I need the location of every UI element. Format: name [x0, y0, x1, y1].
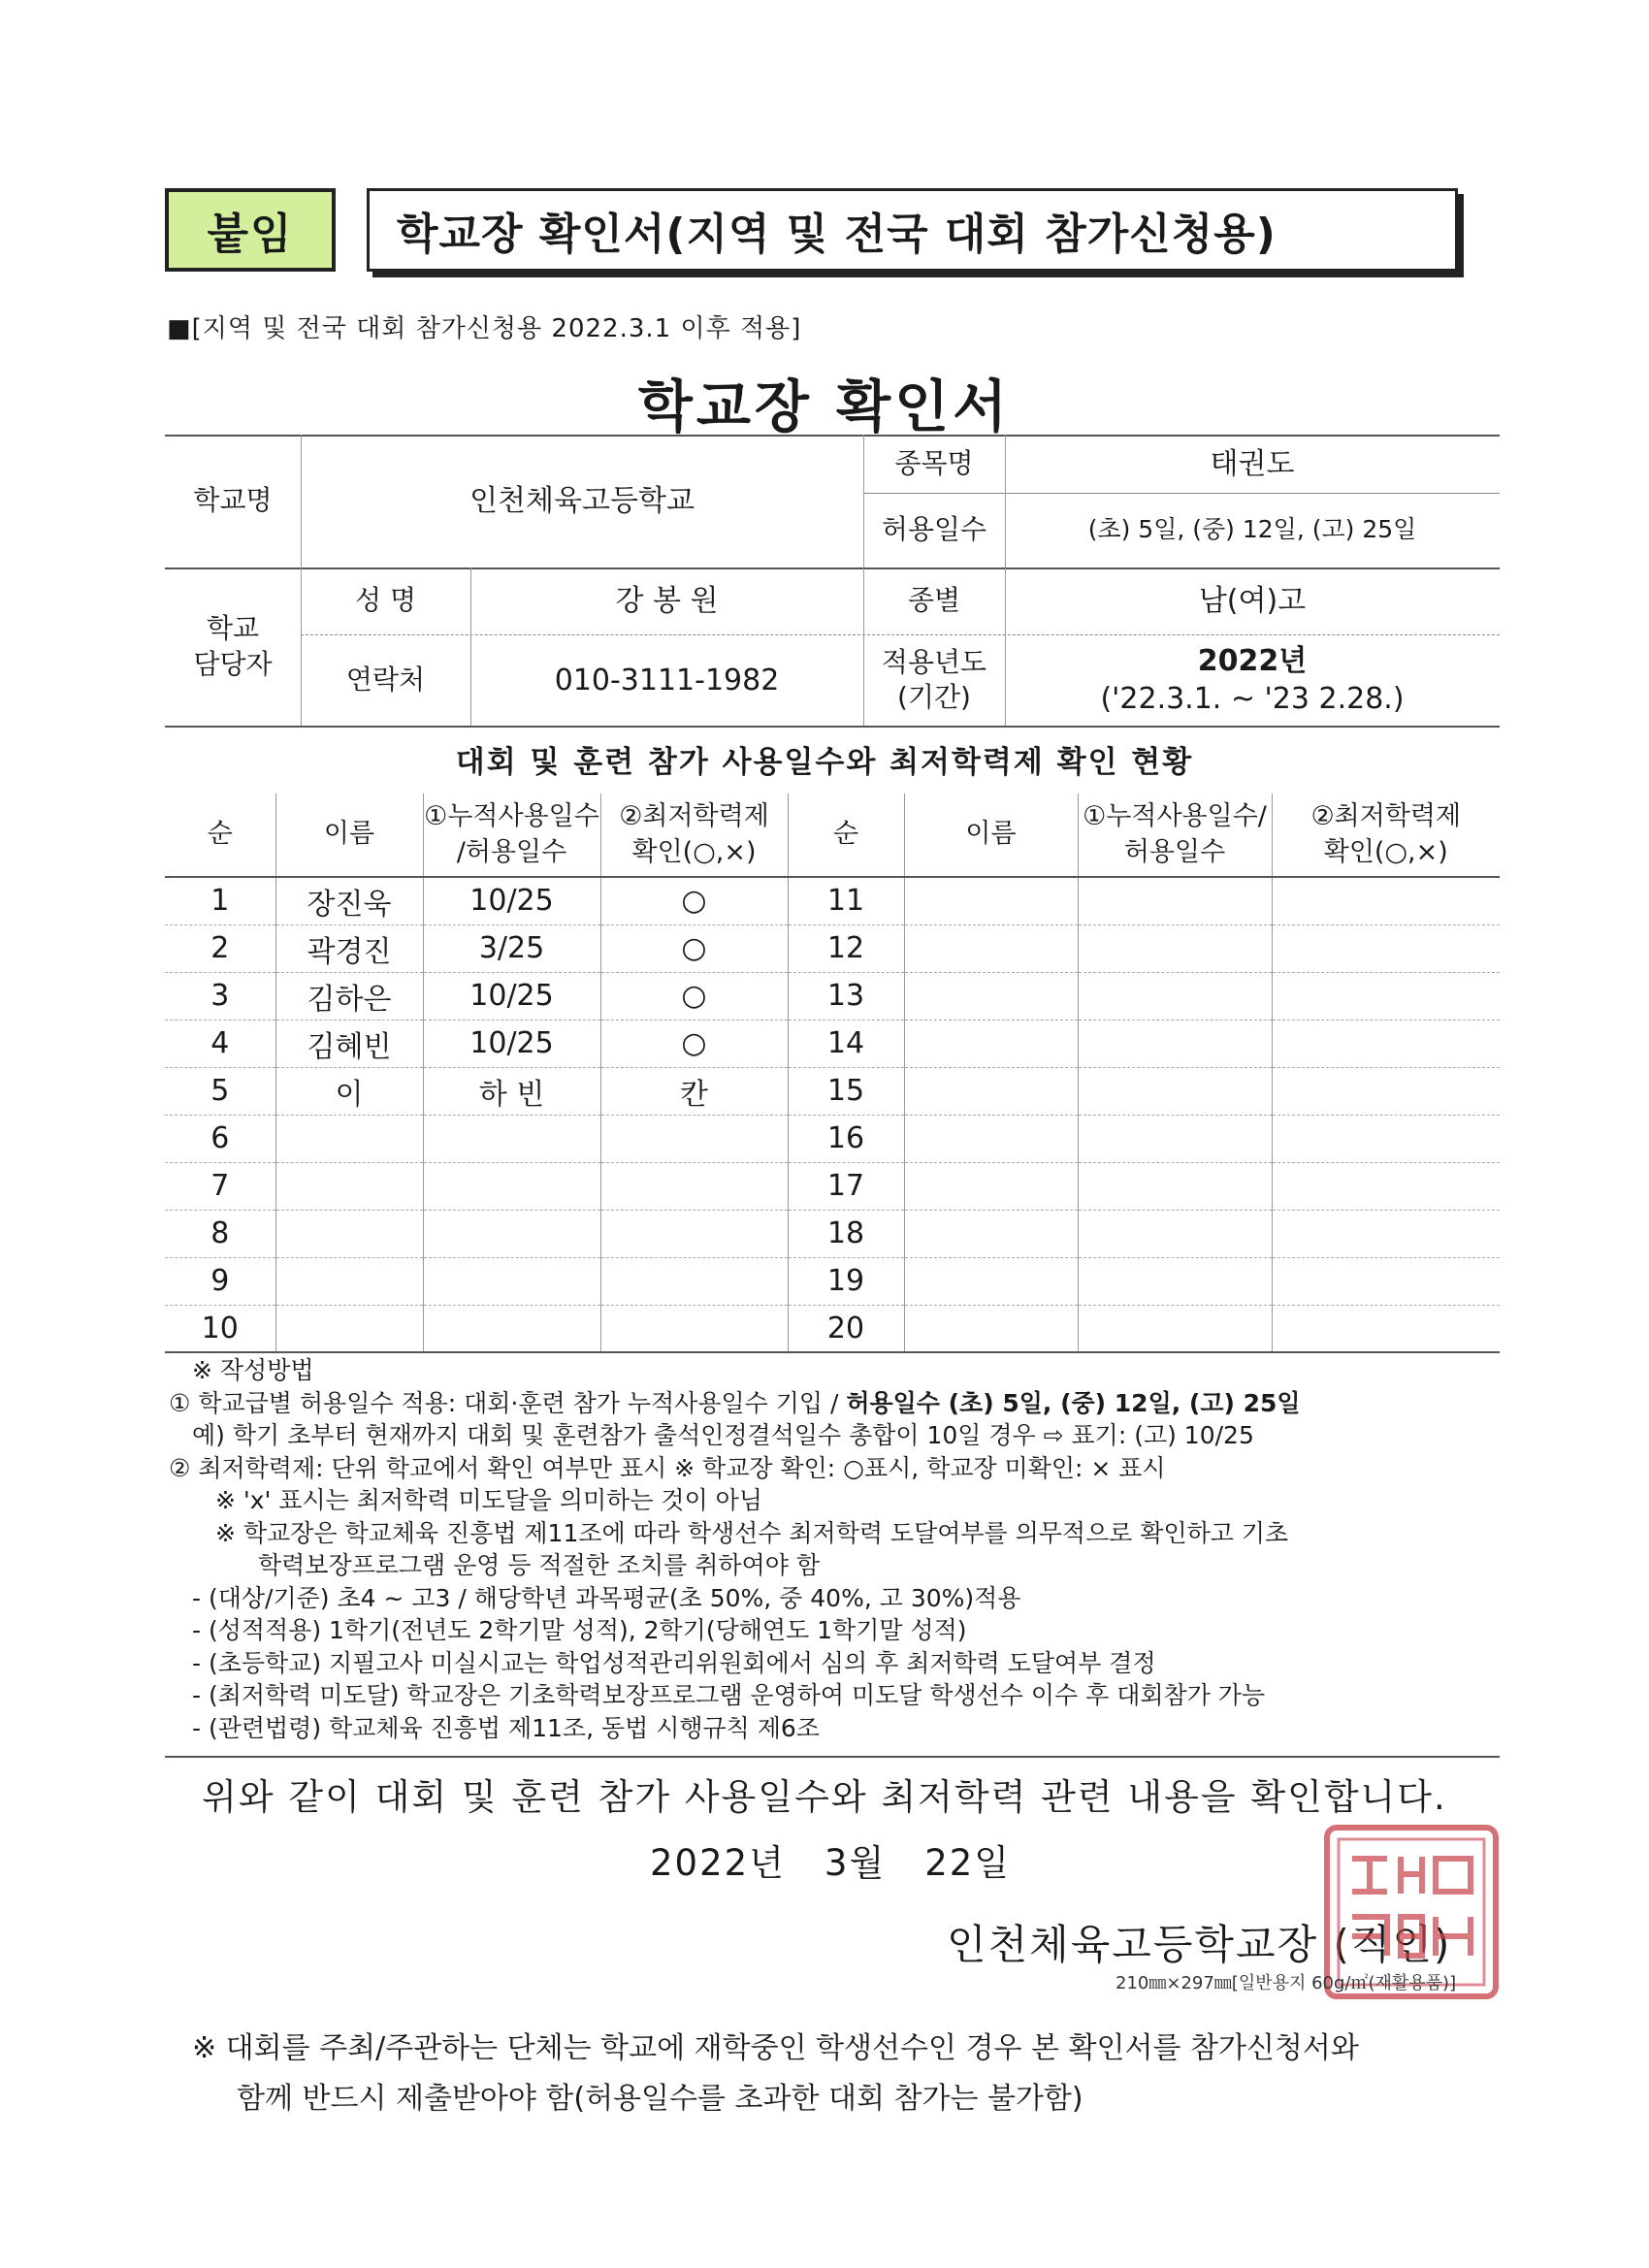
- manager-label-line1: 학교: [206, 612, 260, 645]
- date-year: 2022년: [650, 1842, 786, 1884]
- row-name-right: [904, 1115, 1078, 1162]
- school-name-value: 인천체육고등학교: [469, 484, 695, 518]
- note-2: ② 최저학력제: 단위 학교에서 확인 여부만 표시 ※ 학교장 확인: ○표시, 학교장 미확인: × 표시: [169, 1453, 1166, 1482]
- row-no-right: 14: [788, 1020, 904, 1067]
- contact-value: 010-3111-1982: [554, 663, 780, 697]
- year-label-line2: (기간): [897, 681, 971, 713]
- contact-label: 연락처: [345, 663, 426, 696]
- row-min: [600, 1210, 788, 1257]
- row-min: [600, 1305, 788, 1352]
- manager-label-line2: 담당자: [193, 647, 273, 680]
- row-days-right: [1078, 1020, 1272, 1067]
- instructions: [169, 1354, 1507, 1744]
- note-law: - (관련법령) 학교체육 진흥법 제11조, 동법 시행규칙 제6조: [192, 1713, 820, 1742]
- row-days: 10/25: [423, 877, 600, 924]
- row-name: 이: [275, 1067, 423, 1115]
- row-no-right: 11: [788, 877, 904, 924]
- row-min-right: [1272, 924, 1500, 972]
- header-days-right-line1: ①누적사용일수/: [1083, 801, 1267, 832]
- row-no: 8: [165, 1210, 275, 1257]
- date-day: 22일: [924, 1842, 1012, 1884]
- header-min-right: [1272, 794, 1500, 877]
- row-no: 7: [165, 1162, 275, 1210]
- row-no: 10: [165, 1305, 275, 1352]
- table-row: [165, 1115, 1500, 1162]
- gender-value: 남(여)고: [1198, 584, 1307, 618]
- row-no-right: 17: [788, 1162, 904, 1210]
- row-days: 10/25: [423, 972, 600, 1020]
- row-days-right: [1078, 1162, 1272, 1210]
- row-min-right: [1272, 1162, 1500, 1210]
- year-value: [1005, 634, 1500, 726]
- row-name: [275, 1257, 423, 1305]
- year-value-period: ('22.3.1. ~ '23 2.28.): [1100, 682, 1405, 716]
- section-title: 대회 및 훈련 참가 사용일수와 최저학력제 확인 현황: [455, 745, 1194, 780]
- row-name: [275, 1305, 423, 1352]
- table-row: [165, 972, 1500, 1020]
- header-min-right-line1: ②최저학력제: [1310, 801, 1462, 832]
- row-days: [423, 1115, 600, 1162]
- row-no-right: 16: [788, 1115, 904, 1162]
- paper-size: 210㎜×297㎜[일반용지 60g/㎡(재활용품)]: [1116, 1973, 1457, 1993]
- row-name-right: [904, 1305, 1078, 1352]
- row-days-right: [1078, 1257, 1272, 1305]
- row-name-right: [904, 877, 1078, 924]
- row-days: 10/25: [423, 1020, 600, 1067]
- row-min-right: [1272, 1210, 1500, 1257]
- row-days: 하 빈: [423, 1067, 600, 1115]
- table-row: [165, 1162, 1500, 1210]
- allowed-days-value: (초) 5일, (중) 12일, (고) 25일: [1087, 515, 1417, 544]
- row-days: [423, 1305, 600, 1352]
- note-below-min: - (최저학력 미도달) 학교장은 기초학력보장프로그램 운영하여 미도달 학생선수 이수 후 대회참가 가능: [192, 1681, 1266, 1709]
- row-min-right: [1272, 1257, 1500, 1305]
- row-days: 3/25: [423, 924, 600, 972]
- confirmation-statement: 위와 같이 대회 및 훈련 참가 사용일수와 최저학력 관련 내용을 확인합니다.: [202, 1776, 1447, 1818]
- row-no: 5: [165, 1067, 275, 1115]
- note-elementary: - (초등학교) 지필고사 미실시교는 학업성적관리위원회에서 심의 후 최저학력 도달여부 결정: [192, 1648, 1156, 1677]
- row-name: 곽경진: [275, 924, 423, 972]
- row-no-right: 20: [788, 1305, 904, 1352]
- row-name: 김하은: [275, 972, 423, 1020]
- row-min: 칸: [600, 1067, 788, 1115]
- apply-note: ■[지역 및 전국 대회 참가신청용 2022.3.1 이후 적용]: [167, 314, 802, 343]
- header-days-line2: /허용일수: [456, 836, 567, 867]
- row-days-right: [1078, 1115, 1272, 1162]
- row-min: ○: [600, 972, 788, 1020]
- name-label: 성 명: [355, 584, 416, 617]
- row-no-right: 15: [788, 1067, 904, 1115]
- year-label-line1: 적용년도: [881, 645, 987, 678]
- row-days-right: [1078, 1210, 1272, 1257]
- row-min-right: [1272, 1115, 1500, 1162]
- year-value-year: 2022년: [1197, 644, 1308, 678]
- footer-line1: ※ 대회를 주최/주관하는 단체는 학교에 재학중인 학생선수인 경우 본 확인서를 참가신청서와: [192, 2031, 1359, 2065]
- header-name: 이름: [275, 794, 423, 877]
- row-name-right: [904, 924, 1078, 972]
- row-min-right: [1272, 877, 1500, 924]
- gender-label: 종별: [907, 584, 961, 617]
- note-target: - (대상/기준) 초4 ~ 고3 / 해당학년 과목평균(초 50%, 중 40%, 고 30%)적용: [192, 1583, 1021, 1612]
- row-name-right: [904, 1162, 1078, 1210]
- footer-note: [192, 2024, 1359, 2124]
- header-days-right: [1078, 794, 1272, 877]
- year-label: [863, 634, 1005, 726]
- row-no: 1: [165, 877, 275, 924]
- usage-table: [165, 794, 1500, 1353]
- table-row: [165, 1210, 1500, 1257]
- header-no: 순: [165, 794, 275, 877]
- signer: 인천체육고등학교장 (직인): [947, 1921, 1452, 1968]
- row-days: [423, 1257, 600, 1305]
- row-min-right: [1272, 972, 1500, 1020]
- table-row: [165, 1020, 1500, 1067]
- sport-value: 태권도: [1210, 446, 1295, 481]
- table-row: [165, 1067, 1500, 1115]
- row-name: 김혜빈: [275, 1020, 423, 1067]
- school-name-label: 학교명: [193, 484, 273, 517]
- row-days-right: [1078, 1067, 1272, 1115]
- sport-label: 종목명: [894, 446, 974, 479]
- note-1-bold: 허용일수 (초) 5일, (중) 12일, (고) 25일: [846, 1388, 1301, 1417]
- row-name: [275, 1162, 423, 1210]
- header-days: [423, 794, 600, 877]
- row-no-right: 12: [788, 924, 904, 972]
- row-name-right: [904, 1020, 1078, 1067]
- note-principal-cont: 학력보장프로그램 운영 등 적절한 조치를 취하여야 함: [258, 1551, 820, 1579]
- row-no-right: 13: [788, 972, 904, 1020]
- row-days: [423, 1210, 600, 1257]
- issue-date: [650, 1833, 1050, 1886]
- row-min: ○: [600, 877, 788, 924]
- row-no-right: 18: [788, 1210, 904, 1257]
- row-min: [600, 1257, 788, 1305]
- manager-label: [165, 567, 301, 726]
- row-name: [275, 1115, 423, 1162]
- row-min-right: [1272, 1020, 1500, 1067]
- allowed-days-label: 허용일수: [881, 513, 987, 546]
- row-no: 6: [165, 1115, 275, 1162]
- row-no: 2: [165, 924, 275, 972]
- row-min: ○: [600, 1020, 788, 1067]
- document-title: 학교장 확인서(지역 및 전국 대회 참가신청용): [367, 188, 1458, 272]
- header-days-line1: ①누적사용일수: [424, 801, 599, 832]
- row-no-right: 19: [788, 1257, 904, 1305]
- main-title: 학교장 확인서: [637, 373, 1012, 439]
- row-days-right: [1078, 924, 1272, 972]
- row-no: 4: [165, 1020, 275, 1067]
- note-heading: ※ 작성방법: [192, 1356, 314, 1384]
- header-min-right-line2: 확인(○,×): [1323, 836, 1448, 867]
- header-name-right: 이름: [904, 794, 1078, 877]
- row-days-right: [1078, 972, 1272, 1020]
- row-name: 장진욱: [275, 877, 423, 924]
- row-no: 9: [165, 1257, 275, 1305]
- row-name-right: [904, 1210, 1078, 1257]
- footer-line2: 함께 반드시 제출받아야 함(허용일수를 초과한 대회 참가는 불가함): [237, 2082, 1083, 2116]
- note-principal: ※ 학교장은 학교체육 진흥법 제11조에 따라 학생선수 최저학력 도달여부를 의무적으로 확인하고 기초: [215, 1518, 1289, 1547]
- row-days: [423, 1162, 600, 1210]
- row-name-right: [904, 1257, 1078, 1305]
- row-name: [275, 1210, 423, 1257]
- note-x-mark: ※ 'x' 표시는 최저학력 미도달을 의미하는 것이 아님: [215, 1486, 762, 1514]
- row-days-right: [1078, 877, 1272, 924]
- row-min: [600, 1115, 788, 1162]
- note-1-text: ① 학교급별 허용일수 적용: 대회·훈련 참가 누적사용일수 기입 /: [169, 1388, 847, 1417]
- row-min-right: [1272, 1067, 1500, 1115]
- row-min: [600, 1162, 788, 1210]
- note-1: [169, 1387, 1507, 1420]
- table-row: [165, 877, 1500, 924]
- header-days-right-line2: 허용일수: [1123, 836, 1226, 867]
- row-min: ○: [600, 924, 788, 972]
- note-grades: - (성적적용) 1학기(전년도 2학기말 성적), 2학기(당해연도 1학기말 성적): [192, 1616, 967, 1644]
- table-row: [165, 1257, 1500, 1305]
- table-header-row: [165, 794, 1500, 877]
- date-month: 3월: [824, 1842, 887, 1884]
- table-row: [165, 1305, 1500, 1352]
- row-no: 3: [165, 972, 275, 1020]
- header-min-line1: ②최저학력제: [619, 801, 769, 832]
- note-example: 예) 학기 초부터 현재까지 대회 및 훈련참가 출석인정결석일수 총합이 10일 경우 ⇨ 표기: (고) 10/25: [192, 1421, 1254, 1449]
- row-name-right: [904, 1067, 1078, 1115]
- header-min: [600, 794, 788, 877]
- attachment-badge: 붙임: [165, 188, 336, 272]
- name-value: 강 봉 원: [615, 584, 719, 618]
- row-name-right: [904, 972, 1078, 1020]
- header-no-right: 순: [788, 794, 904, 877]
- header-min-line2: 확인(○,×): [631, 836, 757, 867]
- row-days-right: [1078, 1305, 1272, 1352]
- table-row: [165, 924, 1500, 972]
- row-min-right: [1272, 1305, 1500, 1352]
